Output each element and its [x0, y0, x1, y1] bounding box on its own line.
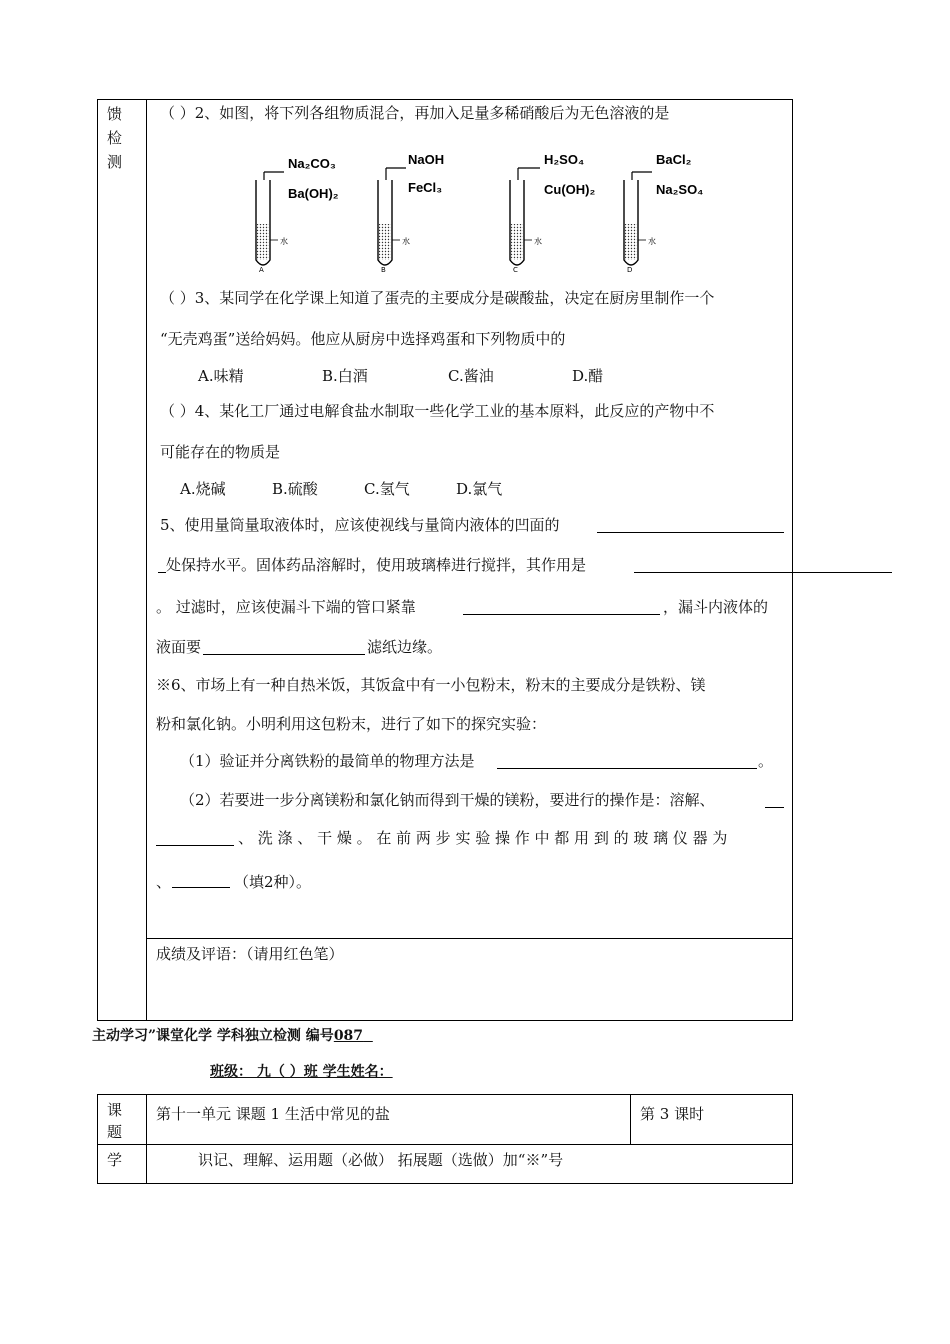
question-6-line5b: （填2种）。	[234, 873, 312, 891]
tube-a	[256, 156, 339, 274]
study-label: 学	[107, 1151, 123, 1169]
table1-col-divider	[146, 99, 147, 1021]
q6-blank-1	[497, 768, 757, 769]
question-5-line2: 处保持水平。固体药品溶解时，使用玻璃棒进行搅拌，其作用是	[166, 556, 587, 574]
table1-border-left	[97, 99, 98, 1021]
table2-border-right	[792, 1094, 793, 1184]
tube-c	[510, 152, 595, 274]
side-label-1: 馈	[107, 105, 123, 123]
question-6-line5a: 、	[156, 873, 172, 891]
question-3-line1: （ ）3、某同学在化学课上知道了蛋壳的主要成分是碳酸盐，决定在厨房里制作一个	[160, 289, 715, 307]
side-label-2: 检	[107, 129, 123, 147]
question-5-line3b: ，漏斗内液体的	[663, 598, 769, 616]
tube-d-letter: D	[627, 266, 633, 274]
class-line: 班级： 九（ ）班 学生姓名：	[210, 1064, 393, 1080]
question-6-sub1: （1）验证并分离铁粉的最简单的物理方法是	[180, 752, 475, 770]
table2-col-divider	[146, 1094, 147, 1184]
question-3-line2: “无壳鸡蛋”送给妈妈。他应从厨房中选择鸡蛋和下列物质中的	[160, 330, 566, 348]
tube-c-letter: C	[513, 266, 518, 274]
period-text: 第 3 课时	[640, 1105, 705, 1123]
q5-blank-2	[634, 572, 892, 573]
table2-border-left	[97, 1094, 98, 1184]
tube-c-top: H₂SO₄	[544, 152, 585, 167]
question-6-sub1-end: 。	[758, 752, 774, 770]
q3-option-b: B.白酒	[322, 367, 368, 385]
table2-border-bottom	[97, 1183, 793, 1184]
tube-a-bottom: Ba(OH)₂	[288, 186, 339, 201]
table1-row-divider	[146, 938, 793, 939]
table1-border-bottom	[97, 1020, 793, 1021]
q4-option-d: D.氯气	[456, 480, 503, 498]
side-label-3: 测	[107, 153, 123, 171]
question-4-line1: （ ）4、某化工厂通过电解食盐水制取一些化学工业的基本原料，此反应的产物中不	[160, 402, 715, 420]
q5-blank-1	[597, 532, 784, 533]
tube-b	[378, 152, 444, 274]
q6-blank-3	[172, 887, 230, 888]
header-title	[92, 1026, 373, 1046]
q5-blank-3	[463, 614, 660, 615]
tube-d-top: BaCl₂	[656, 152, 692, 167]
header-title-text: 主动学习”课堂化学 学科独立检测 编号	[92, 1028, 334, 1044]
q6-blank-2a	[765, 807, 784, 808]
table2-row-divider	[97, 1144, 793, 1145]
tube-d	[624, 152, 703, 274]
tube-b-top: NaOH	[408, 152, 445, 167]
question-5-line4a: 液面要	[156, 638, 202, 656]
tube-d-water: 水	[648, 237, 656, 246]
q3-option-d: D.醋	[572, 367, 604, 385]
question-6-line4: 、 洗 涤 、 干 燥 。 在 前 两 步 实 验 操 作 中 都 用 到 的 玻 璃 仪 器 为	[238, 829, 728, 847]
tube-c-bottom: Cu(OH)₂	[544, 182, 596, 197]
topic-label-2: 题	[107, 1123, 123, 1141]
table2-col-divider-2	[630, 1094, 631, 1145]
topic-label-1: 课	[107, 1101, 123, 1119]
tube-a-water: 水	[280, 237, 288, 246]
question-6-line2: 粉和氯化钠。小明利用这包粉末，进行了如下的探究实验：	[156, 715, 547, 733]
tube-b-letter: B	[381, 266, 386, 274]
question-5-line3a: 。 过滤时，应该使漏斗下端的管口紧靠	[156, 598, 416, 616]
q5-blank-4	[203, 654, 365, 655]
tube-d-bottom: Na₂SO₄	[656, 182, 704, 197]
question-6-sub2: （2）若要进一步分离镁粉和氯化钠而得到干燥的镁粉，要进行的操作是：溶解、	[180, 791, 715, 809]
tube-b-bottom: FeCl₃	[408, 180, 443, 195]
tube-a-top: Na₂CO₃	[288, 156, 336, 171]
question-6-line1: ※6、市场上有一种自热米饭，其饭盒中有一小包粉末，粉末的主要成分是铁粉、镁	[156, 676, 706, 694]
topic-text: 第十一单元 课题 1 生活中常见的盐	[156, 1105, 390, 1123]
test-tubes-figure	[240, 148, 720, 276]
table1-border-top	[97, 99, 793, 100]
grade-label: 成绩及评语：（请用红色笔）	[156, 945, 344, 963]
study-text: 识记、理解、运用题（必做） 拓展题（选做）加“※”号	[198, 1151, 564, 1169]
question-5-line1: 5、使用量筒量取液体时，应该使视线与量筒内液体的凹面的	[160, 516, 560, 534]
q3-option-c: C.酱油	[448, 367, 494, 385]
table2-border-top	[97, 1094, 793, 1095]
table1-border-right	[792, 99, 793, 1021]
q3-option-a: A.味精	[198, 367, 244, 385]
q6-blank-2b	[156, 845, 234, 846]
q4-option-c: C.氢气	[364, 480, 410, 498]
q4-option-b: B.硫酸	[272, 480, 318, 498]
question-4-line2: 可能存在的物质是	[160, 443, 281, 461]
tube-a-letter: A	[259, 266, 264, 274]
question-2: （ ）2、如图，将下列各组物质混合，再加入足量多稀硝酸后为无色溶液的是	[160, 104, 670, 122]
header-number: 087	[333, 1028, 364, 1044]
q4-option-a: A.烧碱	[180, 480, 226, 498]
tube-c-water: 水	[534, 237, 542, 246]
tube-b-water: 水	[402, 237, 410, 246]
question-5-line4b: 滤纸边缘。	[367, 638, 443, 656]
q5-blank-1-cont	[158, 572, 166, 573]
